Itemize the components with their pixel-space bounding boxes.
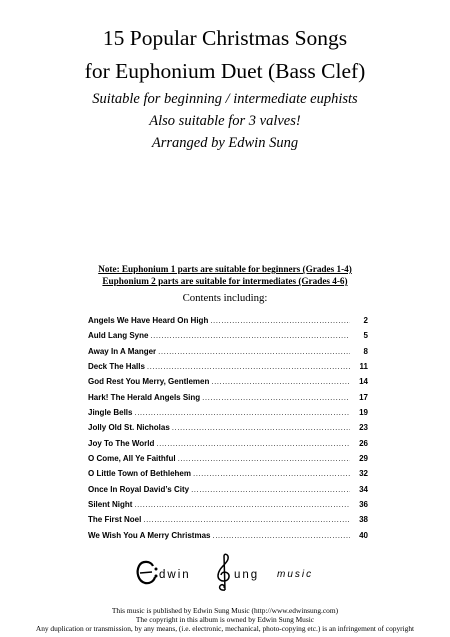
contents-item-page: 29 bbox=[359, 453, 368, 463]
logo-text-dwin: dwin bbox=[159, 569, 191, 581]
footer-copyright: The copyright in this album is owned by Edwin Sung Music bbox=[135, 615, 315, 624]
contents-item-page: 2 bbox=[363, 316, 368, 325]
contents-item-page: 32 bbox=[359, 469, 368, 479]
contents-dot-leader bbox=[211, 377, 350, 386]
contents-dot-leader bbox=[210, 316, 350, 325]
contents-item-title: Jingle Bells bbox=[88, 407, 133, 417]
contents-item-page: 11 bbox=[359, 361, 368, 371]
contents-dot-leader bbox=[193, 469, 350, 478]
contents-item-page: 8 bbox=[363, 346, 368, 356]
contents-item bbox=[88, 500, 368, 515]
contents-dot-leader bbox=[178, 454, 350, 463]
contents-dot-leader bbox=[156, 439, 350, 448]
contents-item-page: 5 bbox=[363, 331, 368, 341]
treble-clef-logo-icon bbox=[214, 552, 234, 592]
contents-item bbox=[88, 347, 368, 362]
contents-item bbox=[88, 485, 368, 500]
contents-item-title: Auld Lang Syne bbox=[88, 331, 149, 341]
contents-heading: Contents including: bbox=[182, 292, 268, 304]
contents-item bbox=[88, 331, 368, 346]
contents-item-page: 40 bbox=[359, 530, 368, 540]
contents-item-title: Once In Royal David’s City bbox=[88, 484, 190, 494]
contents-item bbox=[88, 393, 368, 408]
contents-item-title: God Rest You Merry, Gentlemen bbox=[88, 377, 210, 387]
contents-item-title: Away In A Manger bbox=[88, 346, 157, 356]
table-of-contents bbox=[88, 316, 368, 546]
contents-item-title: Angels We Have Heard On High bbox=[88, 316, 209, 325]
contents-item-title: The First Noel bbox=[88, 515, 142, 525]
contents-dot-leader bbox=[134, 408, 350, 417]
document-title-line2: for Euphonium Duet (Bass Clef) bbox=[84, 59, 366, 83]
contents-dot-leader bbox=[158, 347, 350, 356]
contents-item-page: 23 bbox=[359, 423, 368, 433]
contents-dot-leader bbox=[191, 485, 350, 494]
contents-item bbox=[88, 316, 368, 331]
contents-item-title: Silent Night bbox=[88, 499, 133, 509]
contents-dot-leader bbox=[172, 423, 350, 432]
e-clef-logo-icon bbox=[134, 558, 158, 588]
footer-disclaimer: Any duplication or transmission, by any means, (i.e. electronic, mechanical, photo-copying etc.) is an infringement of copyright bbox=[35, 624, 415, 633]
contents-item bbox=[88, 515, 368, 530]
contents-item-page: 38 bbox=[359, 515, 368, 525]
contents-item-page: 26 bbox=[359, 438, 368, 448]
contents-item bbox=[88, 362, 368, 377]
contents-item bbox=[88, 377, 368, 392]
logo-text-ung: ung bbox=[234, 569, 260, 581]
contents-item bbox=[88, 423, 368, 438]
subtitle-line2: Also suitable for 3 valves! bbox=[149, 113, 301, 129]
document-title-line1: 15 Popular Christmas Songs bbox=[102, 26, 348, 50]
contents-dot-leader bbox=[147, 362, 350, 371]
contents-item-page: 19 bbox=[359, 407, 368, 417]
note-line2: Euphonium 2 parts are suitable for intermediates (Grades 4-6) bbox=[102, 276, 348, 286]
contents-dot-leader bbox=[202, 393, 350, 402]
contents-item-title: Deck The Halls bbox=[88, 361, 145, 371]
contents-dot-leader bbox=[143, 515, 350, 524]
contents-dot-leader bbox=[134, 500, 350, 509]
footer-publisher: This music is published by Edwin Sung Music (http://www.edwinsung.com) bbox=[111, 606, 339, 615]
contents-item-title: O Little Town of Bethlehem bbox=[88, 469, 191, 479]
contents-item-title: Jolly Old St. Nicholas bbox=[88, 423, 170, 433]
contents-dot-leader bbox=[150, 331, 350, 340]
contents-item bbox=[88, 439, 368, 454]
edwin-sung-music-logo bbox=[134, 552, 334, 592]
contents-item-page: 17 bbox=[359, 392, 368, 402]
contents-item-page: 14 bbox=[359, 377, 368, 387]
note-line1: Note: Euphonium 1 parts are suitable for beginners (Grades 1-4) bbox=[98, 264, 352, 274]
contents-item-title: Joy To The World bbox=[88, 438, 155, 448]
contents-item bbox=[88, 408, 368, 423]
contents-item-title: Hark! The Herald Angels Sing bbox=[88, 392, 201, 402]
contents-item bbox=[88, 531, 368, 546]
contents-item-title: O Come, All Ye Faithful bbox=[88, 453, 176, 463]
contents-item bbox=[88, 454, 368, 469]
arranger-credit: Arranged by Edwin Sung bbox=[151, 135, 299, 151]
contents-item bbox=[88, 469, 368, 484]
contents-item-page: 34 bbox=[359, 484, 368, 494]
subtitle-line1: Suitable for beginning / intermediate euphists bbox=[92, 91, 358, 107]
logo-text-music: music bbox=[277, 569, 314, 580]
contents-dot-leader bbox=[212, 531, 350, 540]
contents-item-title: We Wish You A Merry Christmas bbox=[88, 530, 211, 540]
contents-item-page: 36 bbox=[359, 499, 368, 509]
